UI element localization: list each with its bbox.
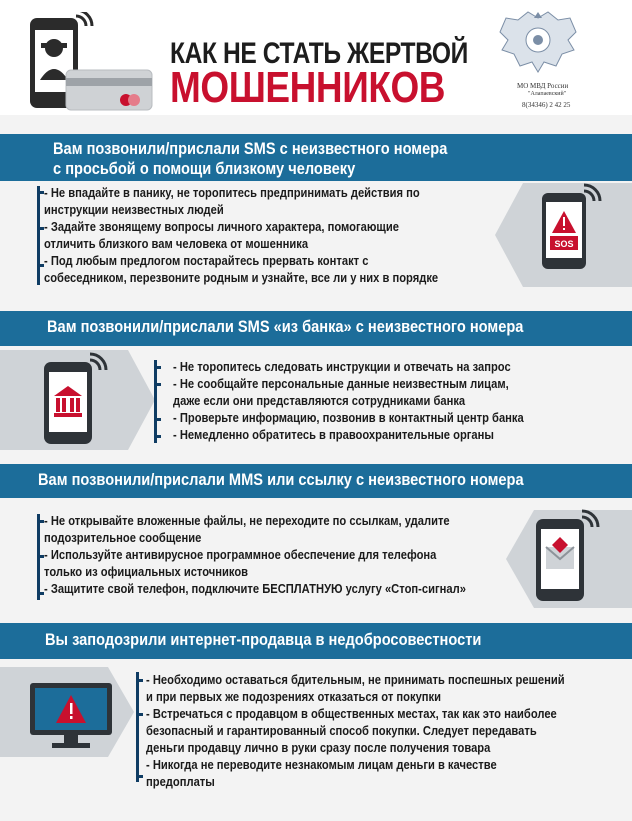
section-2-heading: Вам позвонили/прислали SMS «из банка» с неизвестного номера: [0, 311, 632, 346]
phone-mail-icon: [532, 507, 607, 605]
mvd-emblem-icon: [498, 10, 578, 80]
section-4-heading: Вы заподозрили интернет-продавца в недобросовестности: [0, 623, 632, 659]
title-line-2: МОШЕННИКОВ: [170, 63, 446, 112]
org-phone: 8(34346) 2 42 25: [522, 101, 571, 109]
section-3-heading: Вам позвонили/прислали MMS или ссылку с неизвестного номера: [0, 464, 632, 498]
section-2-text: - Не торопитесь следовать инструкции и отвечать на запрос - Не сообщайте персональные данные неизвестным лицам, даже если они представляются сотрудниками банка - Проверьте информацию, позвонив в контактный центр банка - Немедленно обратитесь в правоохранительные органы: [173, 359, 524, 442]
sos-label: SOS: [554, 239, 574, 249]
section-1-bracket: [37, 186, 40, 285]
phone-card-icon: [28, 12, 158, 112]
header: [0, 0, 632, 115]
phone-sos-icon: [538, 183, 610, 271]
section-4-text: - Необходимо оставаться бдительным, не принимать поспешных решений и при первых же подозрениях отказаться от покупки - Встречаться с продавцом в общественных местах, так как это наиболее безопасный и гарантированный способ покупки. Следует передавать деньги продавцу лично в руки сразу после получения товара - Никогда не переводите незнакомым лицам деньги в качестве предоплаты: [146, 672, 565, 789]
org-name: МО МВД России: [517, 82, 569, 90]
section-2-bracket: [154, 360, 157, 443]
phone-bank-icon: [40, 350, 115, 446]
org-name-2: "Алапаевский": [528, 91, 567, 97]
monitor-warning-icon: [28, 681, 114, 751]
section-4-bracket: [136, 672, 139, 782]
section-3-text: - Не открывайте вложенные файлы, не переходите по ссылкам, удалите подозрительное сообщение - Используйте антивирусное программное обеспечение для телефона только из официальных источников - Защитите свой телефон, подключите БЕСПЛАТНУЮ услугу «Стоп-сигнал»: [44, 513, 466, 596]
section-1-text: - Не впадайте в панику, не торопитесь предпринимать действия по инструкции неизвестных людей - Задайте звонящему вопросы личного характера, помогающие отличить близкого вам человека от мошенника - Под любым предлогом постарайтесь прервать контакт с собеседником, перезвоните родным и узнайте, все ли у них в порядке: [44, 185, 439, 285]
title-line-1: КАК НЕ СТАТЬ ЖЕРТВОЙ: [170, 37, 468, 70]
section-1-heading: Вам позвонили/прислали SMS с неизвестного номера с просьбой о помощи близкому человеку: [0, 134, 632, 181]
